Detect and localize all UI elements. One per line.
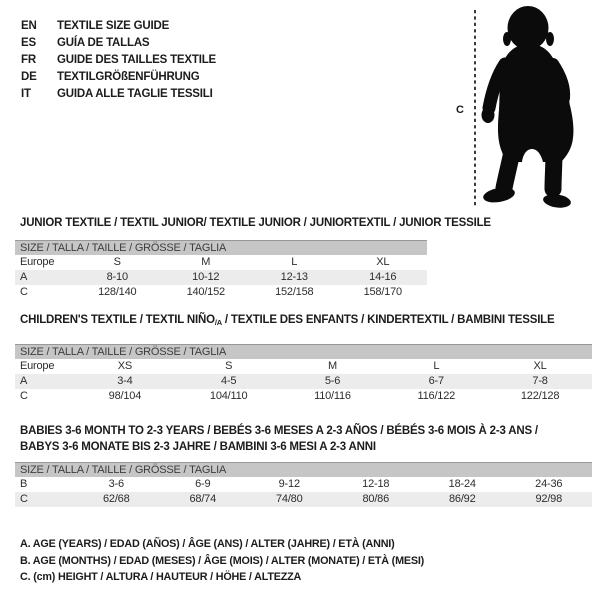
junior-row-a [15,270,427,285]
size-column: L [433,360,440,372]
children-section [15,314,592,404]
toddler-silhouette-shapes [482,6,574,209]
lang-row-fr [21,52,216,69]
value-cell: 128/140 [98,286,137,298]
title-pre: CHILDREN'S TEXTILE / TEXTIL NIÑO [20,314,215,326]
lang-title: GUÍA DE TALLAS [57,37,150,49]
size-column: M [201,256,211,268]
children-table [15,344,592,404]
value-cell: 12-18 [362,478,390,490]
value-cell: 4-5 [221,375,237,387]
lang-row-it [21,86,216,103]
lang-title: TEXTILGRÖßENFÜHRUNG [57,71,200,83]
value-cell: 14-16 [369,271,397,283]
value-cell: 110/116 [314,390,351,402]
size-column: M [328,360,337,372]
children-columns-row [15,359,592,374]
size-column: XL [376,256,390,268]
title-sub: /A [214,318,222,327]
value-cell: 8-10 [106,271,128,283]
row-label: A [20,271,28,283]
row-label: C [20,390,28,402]
lang-row-es [21,35,216,52]
value-cell: 68/74 [189,493,217,505]
children-section-title [20,314,592,329]
value-cell: 158/170 [363,286,402,298]
value-cell: 62/68 [102,493,130,505]
title-post: / TEXTILE DES ENFANTS / KINDERTEXTIL / BAMBINI TESSILE [221,314,555,326]
lang-code: EN [21,20,37,32]
row-label: C [20,286,28,298]
size-column: L [291,256,298,268]
value-cell: 152/158 [275,286,314,298]
size-column: S [113,256,121,268]
babies-table [15,462,592,507]
junior-section [15,217,491,300]
lang-row-de [21,69,216,86]
toddler-silhouette [455,2,600,216]
size-column: XS [117,360,133,372]
value-cell: 9-12 [278,478,300,490]
language-title-list [21,18,216,103]
size-column: XL [533,360,547,372]
value-cell: 7-8 [532,375,548,387]
size-header-bar: SIZE / TALLA / TAILLE / GRÖSSE / TAGLIA [15,462,592,477]
legend-line-c: C. (cm) HEIGHT / ALTURA / HAUTEUR / HÖHE / ALTEZZA [20,571,302,583]
babies-row-c [15,492,592,507]
value-cell: 6-7 [428,375,444,387]
lang-title: GUIDA ALLE TAGLIE TESSILI [57,88,213,100]
children-row-a [15,374,592,389]
row-label: C [20,493,28,505]
junior-columns-row [15,255,427,270]
babies-row-b [15,477,592,492]
value-cell: 3-6 [108,478,124,490]
value-cell: 80/86 [362,493,390,505]
height-marker-label: C [456,104,464,116]
value-cell: 24-36 [535,478,563,490]
value-cell: 5-6 [324,375,341,387]
title-line1: BABIES 3-6 MONTH TO 2-3 YEARS / BEBÉS 3-6 MESES A 2-3 AÑOS / BÉBÉS 3-6 MOIS À 2-3 ANS / [20,425,538,437]
value-cell: 74/80 [275,493,303,505]
value-cell: 6-9 [195,478,211,490]
legend-line-a: A. AGE (YEARS) / EDAD (AÑOS) / ÂGE (ANS) / ALTER (JAHRE) / ETÀ (ANNI) [20,538,395,550]
size-column: S [225,360,233,372]
row-label: A [20,375,28,387]
value-cell: 86/92 [448,493,476,505]
value-cell: 18-24 [448,478,476,490]
lang-title: GUIDE DES TAILLES TEXTILE [57,54,216,66]
value-cell: 12-13 [280,271,308,283]
junior-table [15,240,427,300]
size-header-bar: SIZE / TALLA / TAILLE / GRÖSSE / TAGLIA [15,344,592,359]
lang-code: DE [21,71,37,83]
size-header-bar: SIZE / TALLA / TAILLE / GRÖSSE / TAGLIA [15,240,427,255]
value-cell: 98/104 [108,390,142,402]
value-cell: 10-12 [192,271,220,283]
value-cell: 92/98 [535,493,563,505]
value-cell: 116/122 [417,390,456,402]
lang-row-en [21,18,216,35]
value-cell: 104/110 [209,390,248,402]
value-cell: 122/128 [520,390,560,402]
babies-section-title [20,423,592,455]
lang-code: IT [21,88,31,100]
babies-section [15,423,592,507]
legend-line-b: B. AGE (MONTHS) / EDAD (MESES) / ÂGE (MOIS) / ALTER (MONATE) / ETÀ (MESI) [20,554,425,567]
region-label: Europe [20,360,55,372]
measurement-legend [20,536,424,586]
children-row-c [15,389,592,404]
region-label: Europe [20,256,55,268]
title-line2: BABYS 3-6 MONATE BIS 2-3 JAHRE / BAMBINI 3-6 MESI A 2-3 ANNI [20,441,376,453]
lang-code: ES [21,37,36,49]
junior-row-c [15,285,427,300]
height-figure [455,2,600,216]
junior-section-title: JUNIOR TEXTILE / TEXTIL JUNIOR/ TEXTILE JUNIOR / JUNIORTEXTIL / JUNIOR TESSILE [20,217,491,229]
row-label: B [20,478,28,490]
lang-title: TEXTILE SIZE GUIDE [57,20,170,32]
value-cell: 3-4 [117,375,133,387]
value-cell: 140/152 [186,286,225,298]
lang-code: FR [21,54,36,66]
